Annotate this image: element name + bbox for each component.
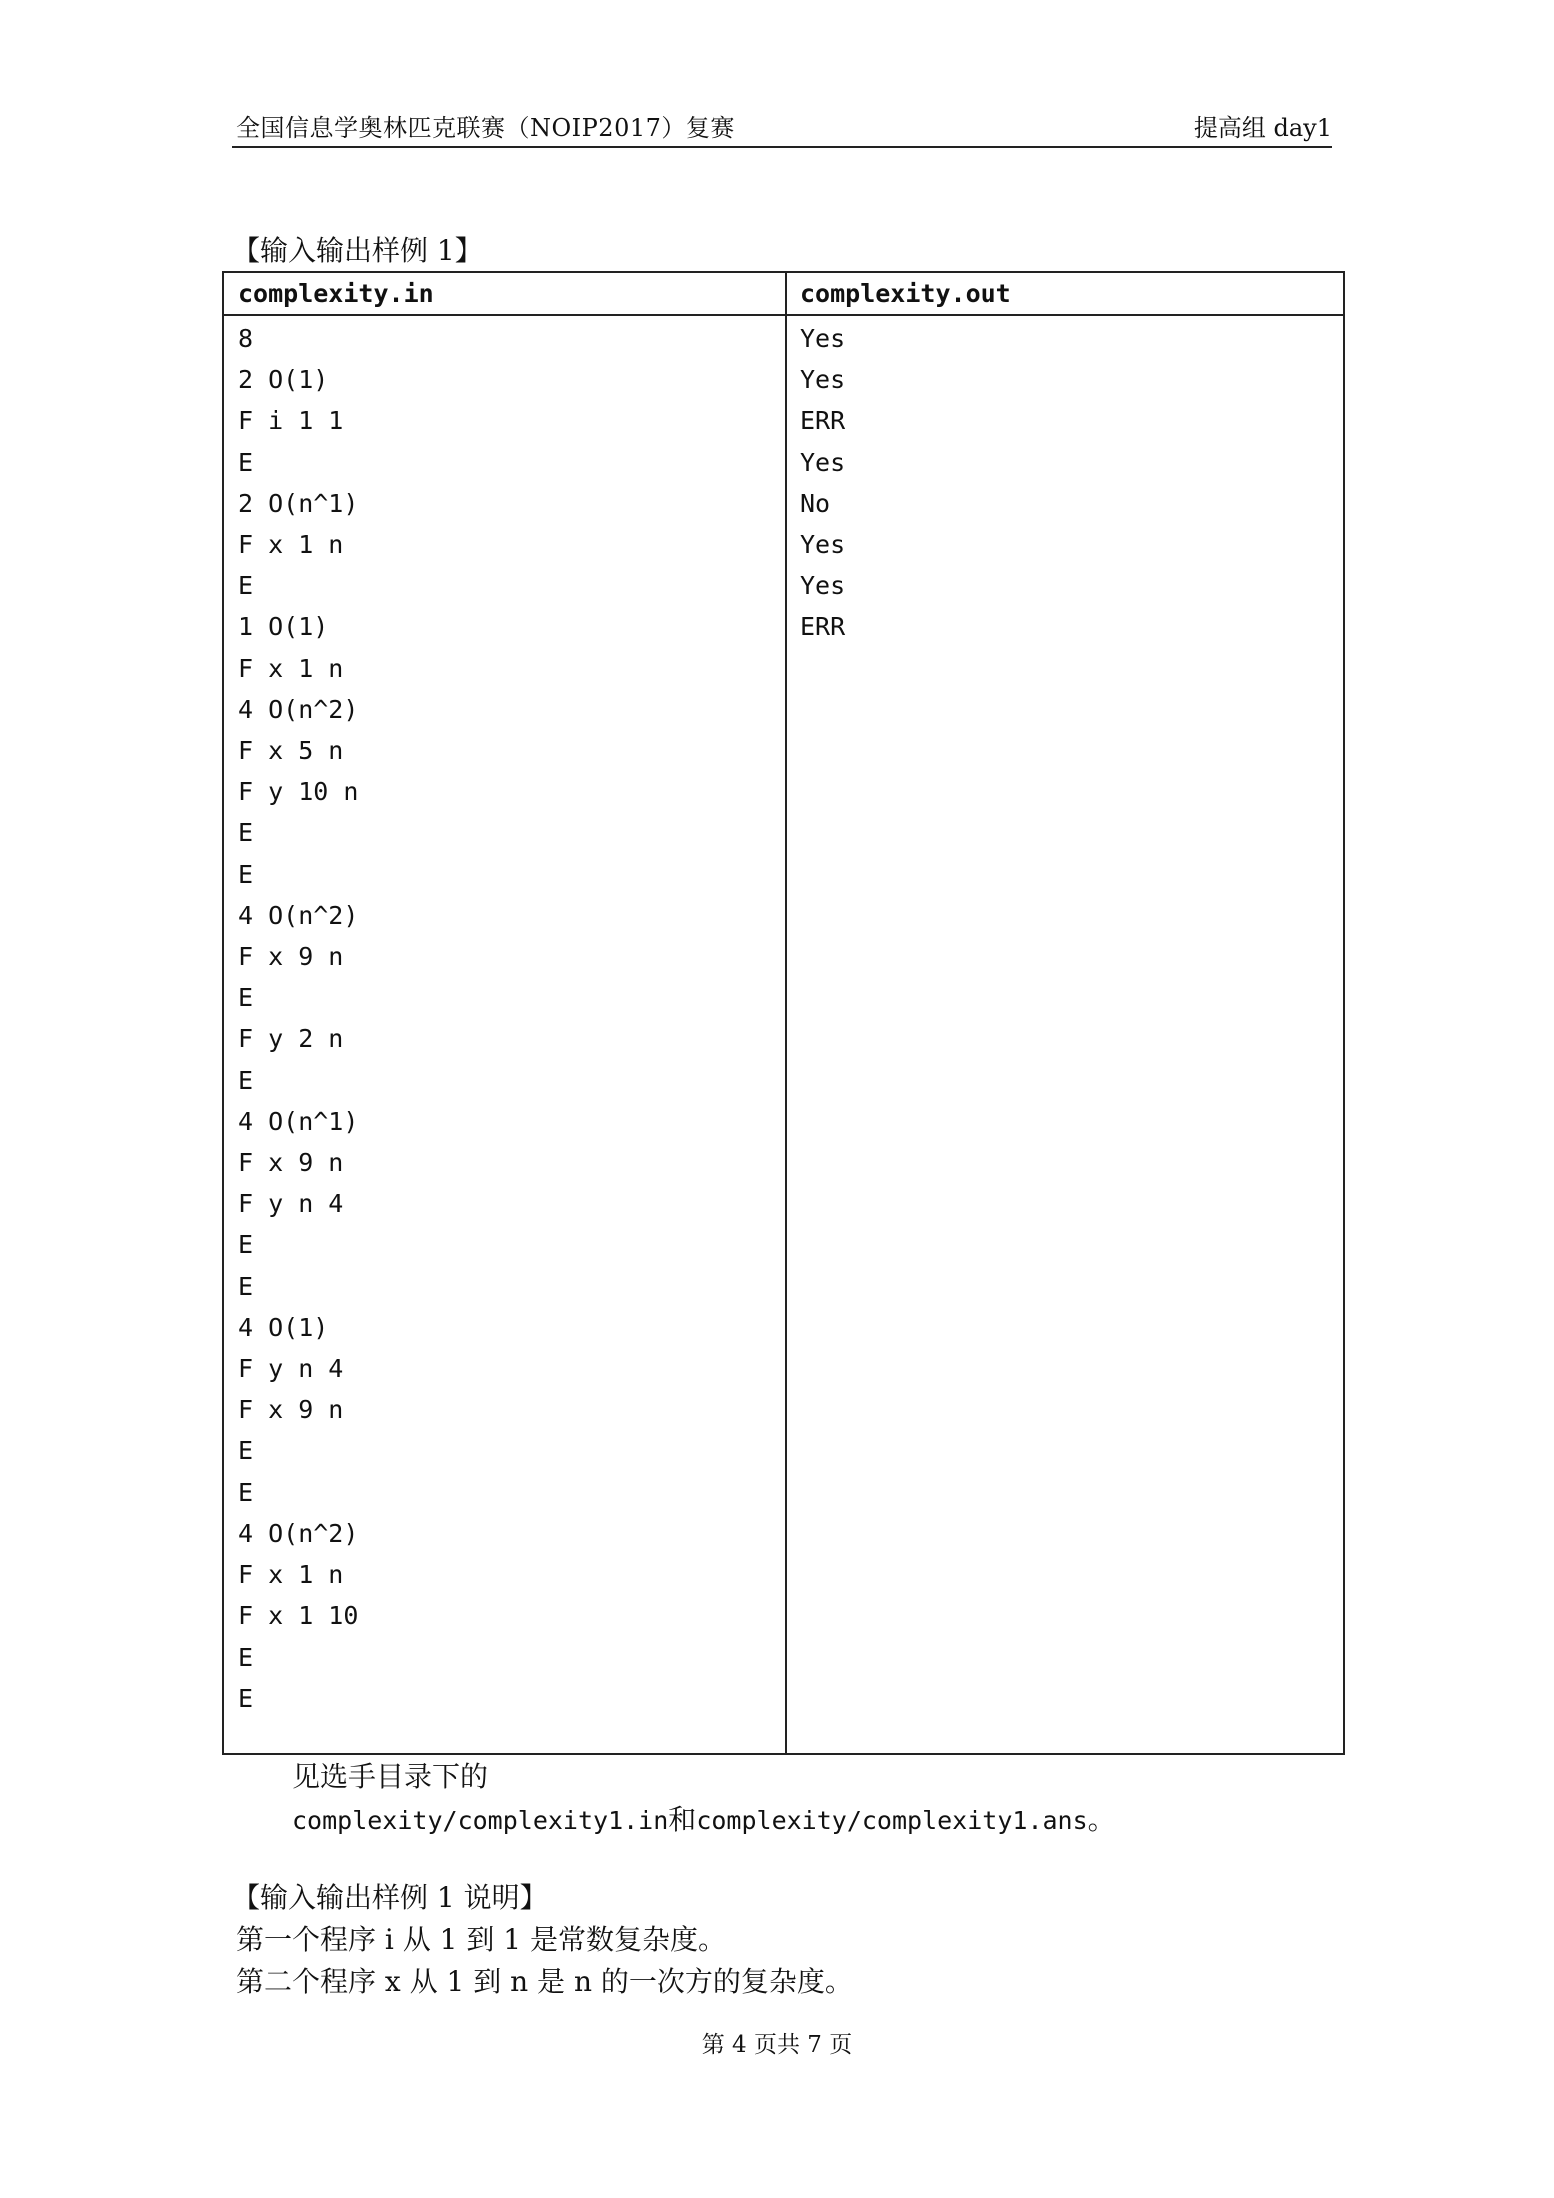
input-line: E [238, 447, 254, 477]
output-line: ERR [800, 406, 846, 436]
input-line: 1 O(1) [238, 612, 329, 642]
output-line: Yes [800, 365, 846, 395]
explanation-line: 第一个程序 i 从 1 到 1 是常数复杂度。 [236, 1923, 726, 1956]
input-line: F x 9 n [238, 1395, 344, 1425]
input-line: E [238, 1642, 254, 1672]
input-line: E [238, 1230, 254, 1260]
file-note-line1: 见选手目录下的 [292, 1760, 489, 1793]
input-line: E [238, 571, 254, 601]
input-line: F y n 4 [238, 1354, 344, 1384]
input-line: 2 O(n^1) [238, 488, 359, 518]
input-line: E [238, 1271, 254, 1301]
input-line: F y n 4 [238, 1189, 344, 1219]
answer-file-path: complexity/complexity1.ans [696, 1806, 1088, 1835]
input-file-header: complexity.in [238, 279, 434, 308]
input-line: 4 O(n^2) [238, 900, 359, 930]
output-lines [800, 318, 845, 648]
input-line: F y 10 n [238, 777, 359, 807]
input-line: E [238, 1436, 254, 1466]
input-line: 2 O(1) [238, 365, 329, 395]
input-line: E [238, 859, 254, 889]
input-line: F x 1 n [238, 653, 344, 683]
header-title: 全国信息学奥林匹克联赛（NOIP2017）复赛 [236, 114, 735, 142]
input-line: F x 1 n [238, 530, 344, 560]
header-divider [232, 146, 1332, 148]
input-line: 8 [238, 324, 254, 353]
output-line: Yes [800, 571, 846, 601]
header-group-label: 提高组 day1 [1193, 114, 1332, 142]
explanation-line: 第二个程序 x 从 1 到 n 是 n 的一次方的复杂度。 [236, 1965, 853, 1998]
sample-heading: 【输入输出样例 1】 [232, 234, 483, 267]
output-line: No [800, 488, 831, 518]
output-line: Yes [800, 530, 846, 560]
input-line: E [238, 818, 254, 848]
input-line: F x 9 n [238, 942, 344, 972]
input-line: F y 2 n [238, 1024, 344, 1054]
input-line: E [238, 1065, 254, 1095]
input-line: E [238, 1683, 254, 1713]
input-file-path: complexity/complexity1.in [292, 1806, 669, 1835]
input-line: 4 O(n^2) [238, 694, 359, 724]
output-line: Yes [800, 324, 846, 353]
input-line: F i 1 1 [238, 406, 344, 436]
input-line: 4 O(n^2) [238, 1518, 359, 1548]
file-note-line2 [292, 1800, 1116, 1841]
explanation-heading: 【输入输出样例 1 说明】 [232, 1881, 548, 1914]
output-line: Yes [800, 447, 846, 477]
input-line: 4 O(1) [238, 1312, 329, 1342]
input-line: F x 1 n [238, 1560, 344, 1590]
page-footer: 第 4 页共 7 页 [701, 2032, 853, 2058]
input-line: E [238, 983, 254, 1013]
sample-io-table [222, 271, 1345, 1755]
header-row-divider [224, 314, 1343, 316]
input-lines [238, 318, 358, 1719]
column-divider [785, 273, 787, 1753]
input-line: F x 1 10 [238, 1601, 359, 1631]
file-connector: 和 [668, 1803, 697, 1836]
input-line: F x 5 n [238, 736, 344, 766]
input-line: F x 9 n [238, 1148, 344, 1178]
output-file-header: complexity.out [800, 279, 1011, 308]
output-line: ERR [800, 612, 846, 642]
input-line: E [238, 1477, 254, 1507]
input-line: 4 O(n^1) [238, 1106, 359, 1136]
sentence-end: 。 [1087, 1803, 1116, 1836]
